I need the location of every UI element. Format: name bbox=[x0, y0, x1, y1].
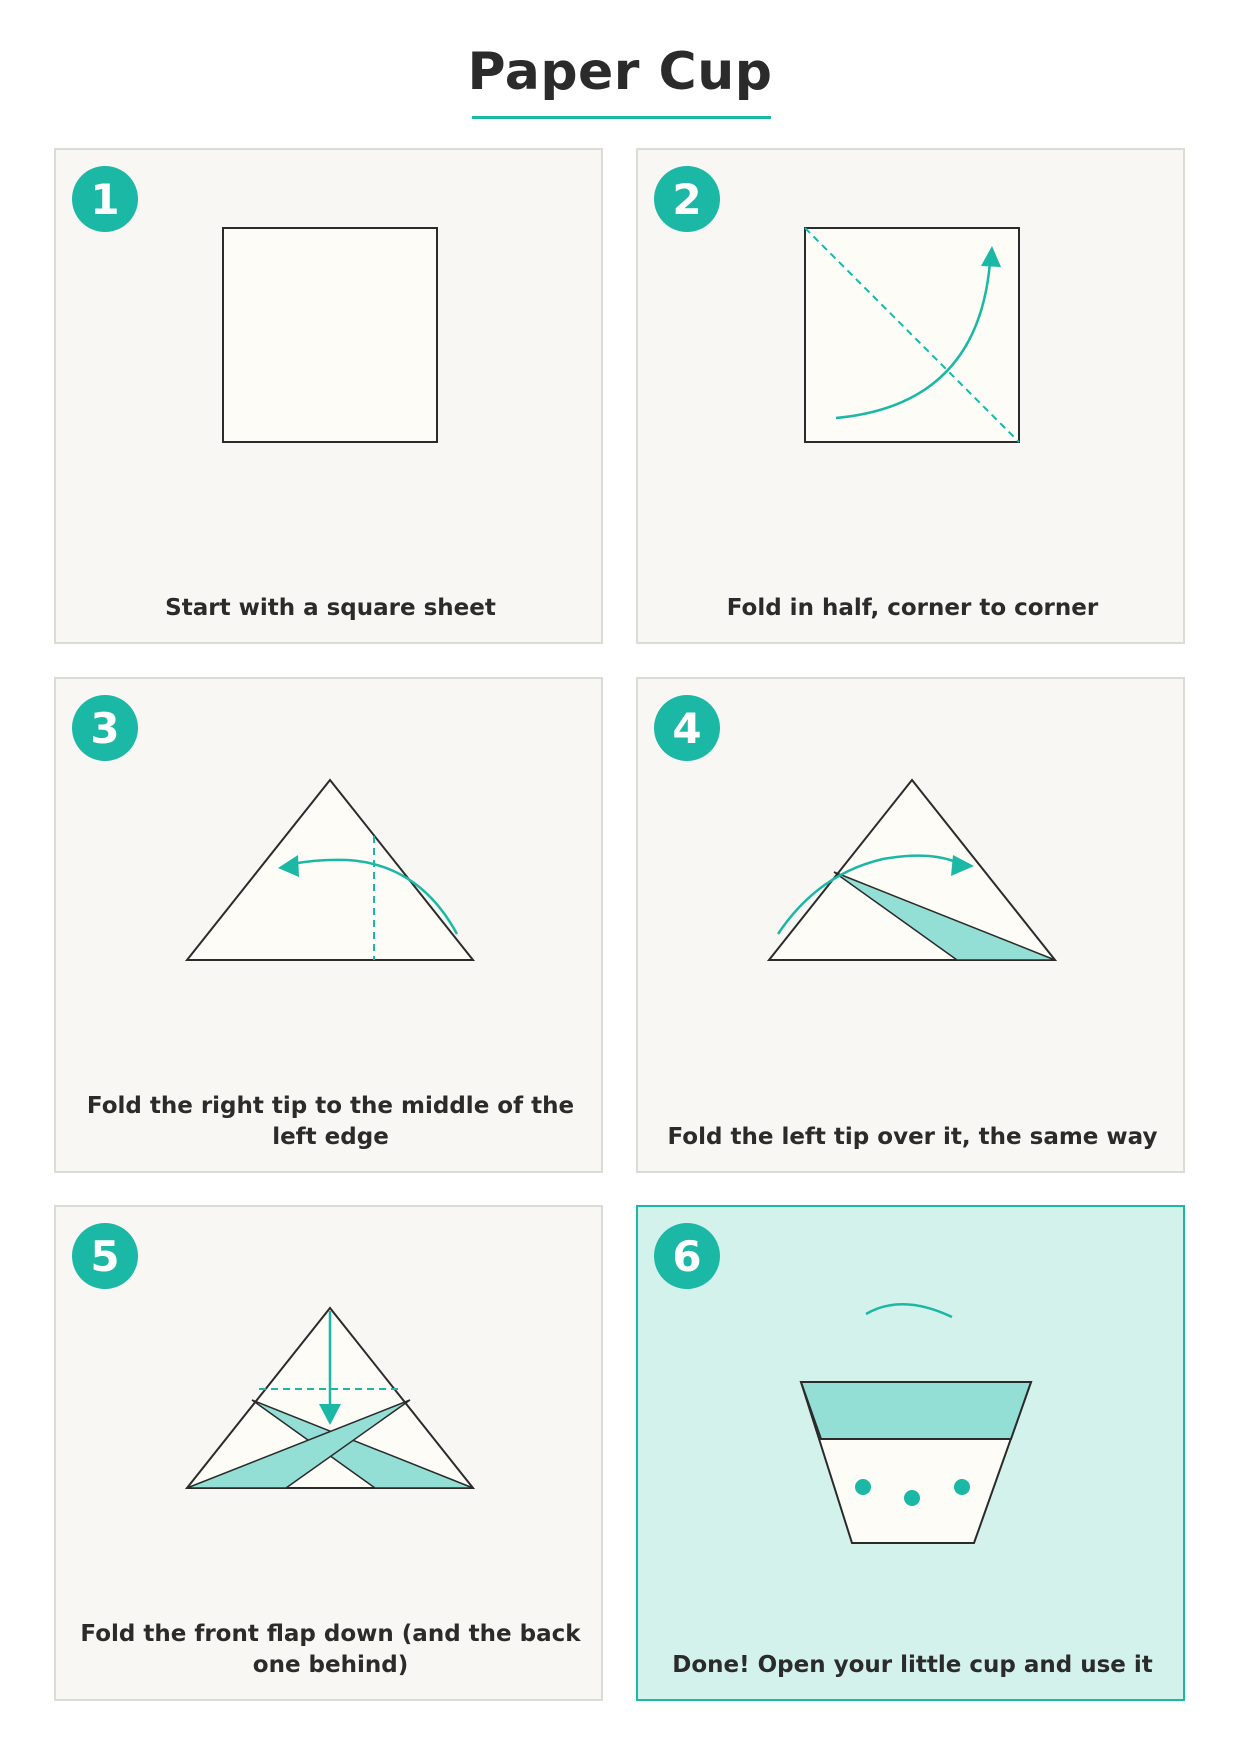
steam-arc bbox=[866, 1304, 952, 1317]
step-6-diagram bbox=[638, 1207, 1187, 1703]
step-caption: Fold the left tip over it, the same way bbox=[667, 1124, 1158, 1150]
step-number-badge: 2 bbox=[654, 166, 720, 232]
step-caption: Start with a square sheet bbox=[165, 595, 496, 621]
cup-dot bbox=[904, 1490, 920, 1506]
step-6-panel bbox=[636, 1205, 1185, 1701]
step-number-badge: 5 bbox=[72, 1223, 138, 1289]
step-caption: Fold the right tip to the middle of the left edge bbox=[86, 1093, 575, 1150]
cup-dot bbox=[954, 1479, 970, 1495]
step-3-panel bbox=[54, 677, 603, 1173]
step-number-badge: 6 bbox=[654, 1223, 720, 1289]
title-underline bbox=[472, 116, 771, 119]
square-sheet bbox=[223, 228, 437, 442]
step-5-panel bbox=[54, 1205, 603, 1701]
step-4-panel bbox=[636, 677, 1185, 1173]
step-number-badge: 1 bbox=[72, 166, 138, 232]
step-caption: Done! Open your little cup and use it bbox=[672, 1652, 1153, 1678]
step-4-diagram bbox=[638, 679, 1187, 1175]
cup-band bbox=[801, 1382, 1031, 1439]
step-caption: Fold in half, corner to corner bbox=[726, 595, 1099, 621]
step-number-badge: 4 bbox=[654, 695, 720, 761]
step-1-panel bbox=[54, 148, 603, 644]
step-2-panel bbox=[636, 148, 1185, 644]
triangle-sheet bbox=[769, 780, 1055, 960]
step-number-badge: 3 bbox=[72, 695, 138, 761]
cup-dot bbox=[855, 1479, 871, 1495]
step-caption: Fold the front flap down (and the back one behind) bbox=[80, 1621, 581, 1678]
step-2-diagram bbox=[638, 150, 1187, 646]
triangle-sheet bbox=[187, 780, 473, 960]
step-1-diagram bbox=[56, 150, 605, 646]
page-title: Paper Cup bbox=[467, 42, 773, 102]
